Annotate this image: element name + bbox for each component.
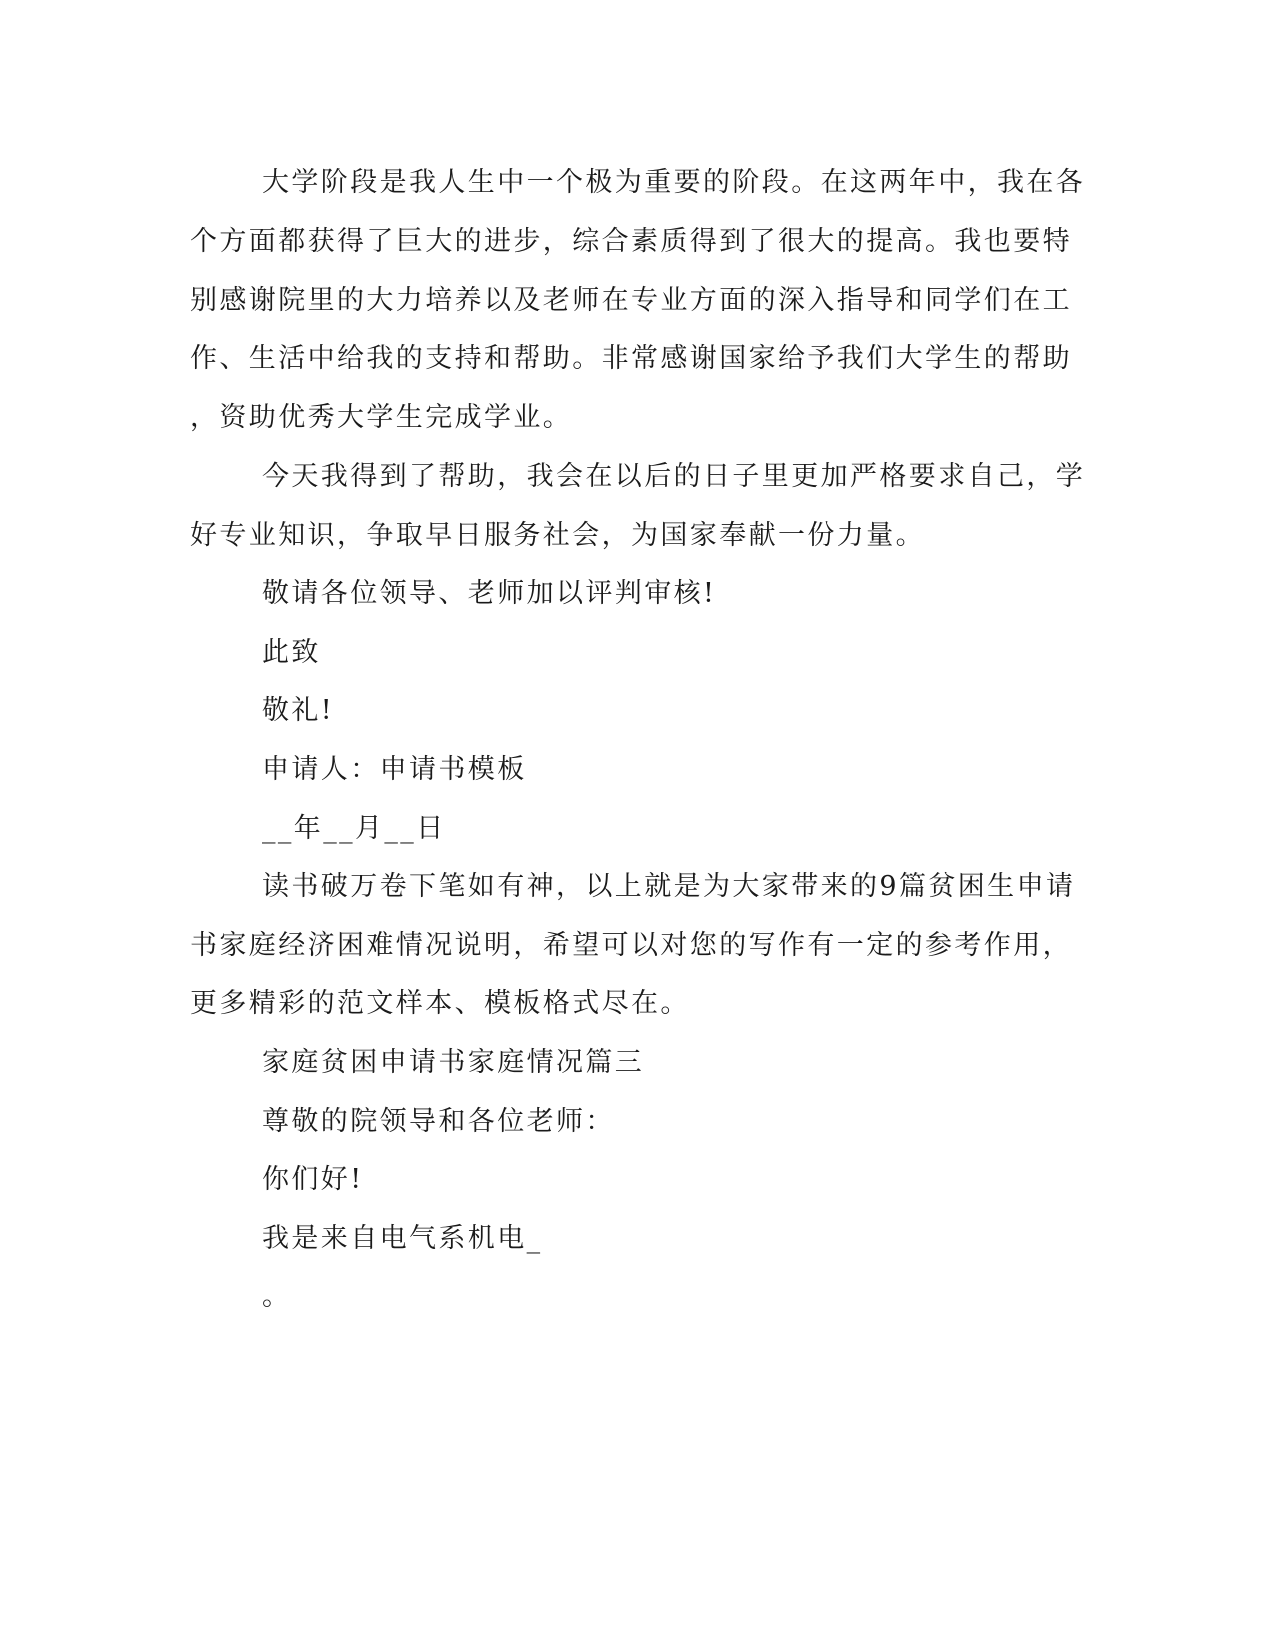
paragraph-3-line-1: 读书破万卷下笔如有神，以上就是为大家带来的9篇贫困生申请	[262, 871, 1076, 902]
paragraph-3-line-2: 书家庭经济困难情况说明，希望可以对您的写作有一定的参考作用，	[190, 930, 1072, 961]
paragraph-1-line-3: 别感谢院里的大力培养以及老师在专业方面的深入指导和同学们在工	[190, 285, 1072, 316]
paragraph-1-line-2: 个方面都获得了巨大的进步，综合素质得到了很大的提高。我也要特	[190, 226, 1072, 257]
closing-ci-zhi: 此致	[262, 637, 321, 668]
review-request-line: 敬请各位领导、老师加以评判审核!	[262, 578, 717, 609]
paragraph-3-line-3: 更多精彩的范文样本、模板格式尽在。	[190, 988, 690, 1019]
closing-jing-li: 敬礼!	[262, 695, 335, 726]
paragraph-2-line-1: 今天我得到了帮助，我会在以后的日子里更加严格要求自己，学	[262, 461, 1086, 492]
paragraph-1-line-5: ，资助优秀大学生完成学业。	[190, 402, 573, 433]
date-line: __年__月__日	[262, 813, 446, 844]
applicant-line: 申请人：申请书模板	[262, 754, 527, 785]
greeting-line: 你们好!	[262, 1164, 364, 1195]
intro-line: 我是来自电气系机电_	[262, 1223, 543, 1254]
paragraph-1-line-4: 作、生活中给我的支持和帮助。非常感谢国家给予我们大学生的帮助	[190, 343, 1072, 374]
trailing-period: 。	[262, 1281, 292, 1312]
salutation-line: 尊敬的院领导和各位老师：	[262, 1106, 615, 1137]
paragraph-2-line-2: 好专业知识，争取早日服务社会，为国家奉献一份力量。	[190, 520, 925, 551]
section-heading: 家庭贫困申请书家庭情况篇三	[262, 1047, 645, 1078]
paragraph-1-line-1: 大学阶段是我人生中一个极为重要的阶段。在这两年中，我在各	[262, 167, 1086, 198]
